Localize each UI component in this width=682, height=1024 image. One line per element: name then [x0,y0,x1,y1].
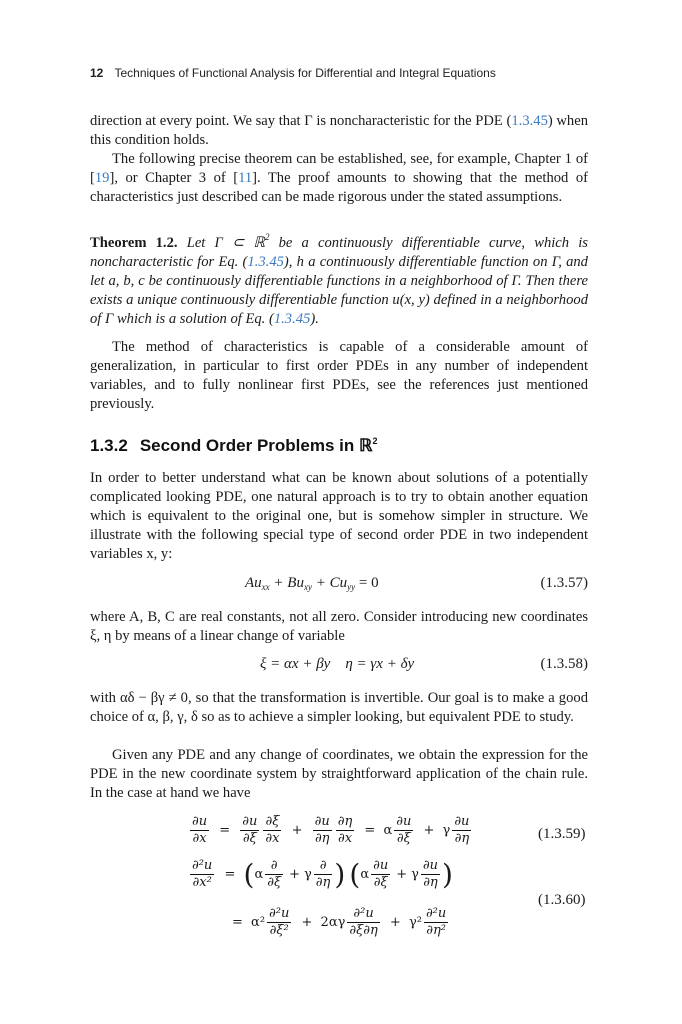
equation-number: (1.3.58) [540,656,588,672]
eq-link[interactable]: 1.3.45 [273,311,311,327]
paragraph-4: In order to better understand what can be known about solutions of a potentially complicated looking PDE, one natural approach is to try to obtain another equation which is equivalent to the original one, but is somehow simpler in structure. We illustrate with the following special type of second order PDE in two independent variables x, y: [90,470,588,562]
eq-link[interactable]: 1.3.45 [511,113,548,129]
equation-1-3-60-line-1: $\frac{\text{∂²u}}{\text{∂x²}}$ = (α $\frac{\partial}{\partial\xi}$ + γ $\frac{\partial}{\partial\eta}$ ) (α $\frac{\partial u}{\partial\xi}$ + γ $\frac{\partial u}{\partial\eta}$ ) [192,857,453,891]
theorem-1-2: Theorem 1.2. Let Γ ⊂ ℝ$^2$ be a continuously differentiable curve, which is noncharacteristic for Eq. (1.3.45), h a continuously differentiable function on Γ, and let a, b, c be continuously differentiable functions in a neighborhood of Γ. Then there exists a unique continuously differentiable function u(x, y) defined in a neighborhood of Γ which is a solution of Eq. (1.3.45). [90,232,588,327]
book-title: Techniques of Functional Analysis for Differential and Integral Equations [114,66,496,80]
paragraph-3: The method of characteristics is capable of a considerable amount of generalization, in particular to first order PDEs in any number of independent variables, and to fully nonlinear first PDEs, see the references just mentioned previously. [90,339,588,412]
equation-number: (1.3.60) [538,892,586,908]
paragraph-6: with αδ − βγ ≠ 0, so that the transformation is invertible. Our goal is to make a good choice of α, β, γ, δ so as to achieve a simpler looking, but equivalent PDE to study. [90,690,588,725]
equation-1-3-58: ξ = αx + βy η = γx + δy (1.3.58) [260,656,588,672]
equation-number: (1.3.57) [540,575,588,591]
equation-1-3-57: $Au_{xx} + Bu_{xy} + Cu_{yy} = 0$ (1.3.57) [245,575,588,592]
equation-1-3-60-line-2: = α² $\frac{\text{∂²u}}{\text{∂ξ²}}$ + 2αγ $\frac{\text{∂²u}}{\partial\xi\partial\eta}$ + γ² $\frac{\text{∂²u}}{\text{∂η²}}$ [232,906,447,938]
equation-1-3-59: $\frac{\partial u}{\partial x}$ = $\frac{\partial u}{\partial\xi}$ $\frac{\partial\xi}{\partial x}$ + $\frac{\partial u}{\partial\eta}$ $\frac{\partial\eta}{\partial x}$ = α $\frac{\partial u}{\partial\xi}$ + γ $\frac{\partial u}{\partial\eta}$ [192,814,470,846]
citation-link[interactable]: 11 [238,170,253,186]
citation-link[interactable]: 19 [94,170,110,186]
paragraph-2: The following precise theorem can be established, see, for example, Chapter 1 of [19], or Chapter 3 of [11]. The proof amounts to showing that the method of characteristics just described can be made rigorous under the stated assumptions. [90,151,588,205]
page-number: 12 [90,66,104,80]
theorem-label: Theorem 1.2. [90,235,178,251]
paragraph-5: where A, B, C are real constants, not all zero. Consider introducing new coordinates ξ, η by means of a linear change of variable [90,609,588,644]
eq-link[interactable]: 1.3.45 [247,254,284,270]
paragraph-1: direction at every point. We say that Γ is noncharacteristic for the PDE (1.3.45) when this condition holds. [90,113,588,148]
section-heading: 1.3.2 Second Order Problems in ℝ$^2$ [90,436,378,455]
paragraph-7: Given any PDE and any change of coordinates, we obtain the expression for the PDE in the new coordinate system by straightforward application of the chain rule. In the case at hand we have [90,747,588,801]
running-header [90,66,496,80]
equation-number: (1.3.59) [538,826,586,842]
